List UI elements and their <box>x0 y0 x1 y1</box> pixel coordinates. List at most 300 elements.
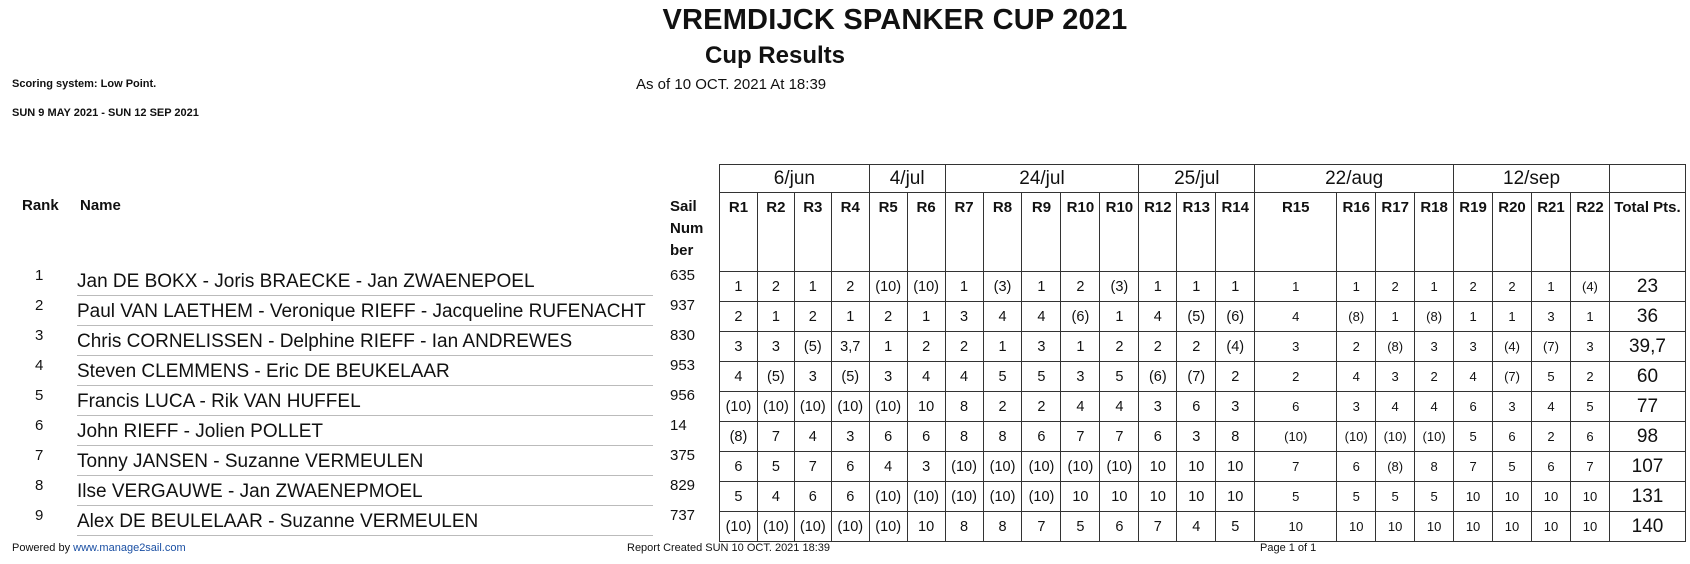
race-score: 5 <box>1532 362 1571 392</box>
race-score: 6 <box>1532 452 1571 482</box>
race-score: 5 <box>1022 362 1061 392</box>
race-score: 1 <box>869 332 907 362</box>
race-score: 7 <box>1139 512 1177 542</box>
race-score: (10) <box>983 482 1022 512</box>
race-score: 2 <box>1061 272 1100 302</box>
race-score: 2 <box>945 332 983 362</box>
rank-header: Rank <box>22 197 59 214</box>
rank: 1 <box>35 267 44 284</box>
race-date-group: 12/sep <box>1454 165 1610 193</box>
race-score: 4 <box>1337 362 1376 392</box>
race-score: 5 <box>1255 482 1337 512</box>
race-header: R20 <box>1493 193 1532 272</box>
race-score: (10) <box>907 272 945 302</box>
total-points: 60 <box>1609 362 1685 392</box>
total-points: 98 <box>1609 422 1685 452</box>
race-score: 4 <box>1022 302 1061 332</box>
race-score: 2 <box>869 302 907 332</box>
race-score: 10 <box>1415 512 1454 542</box>
competitor-row <box>0 387 720 417</box>
race-score: 5 <box>983 362 1022 392</box>
race-score: 2 <box>1532 422 1571 452</box>
race-score: (4) <box>1216 332 1255 362</box>
race-score: 6 <box>1177 392 1216 422</box>
race-score: (6) <box>1061 302 1100 332</box>
race-header: R12 <box>1139 193 1177 272</box>
rank: 3 <box>35 327 44 344</box>
race-score: 10 <box>1177 452 1216 482</box>
race-score: 1 <box>757 302 794 332</box>
race-score: 10 <box>1454 482 1493 512</box>
race-score: 4 <box>869 452 907 482</box>
total-points: 131 <box>1609 482 1685 512</box>
race-score: 6 <box>1022 422 1061 452</box>
rank: 4 <box>35 357 44 374</box>
results-row <box>720 362 1686 392</box>
race-score: 4 <box>1376 392 1415 422</box>
race-score: 2 <box>1216 362 1255 392</box>
race-score: 3 <box>869 362 907 392</box>
race-header: R3 <box>794 193 831 272</box>
race-score: 4 <box>1100 392 1139 422</box>
race-score: 3 <box>1570 332 1609 362</box>
race-header: R4 <box>831 193 869 272</box>
race-score: 8 <box>945 392 983 422</box>
race-score: 10 <box>1216 452 1255 482</box>
race-score: 1 <box>983 332 1022 362</box>
race-score: 6 <box>794 482 831 512</box>
race-score: (10) <box>869 272 907 302</box>
race-score: 2 <box>1570 362 1609 392</box>
race-score: 6 <box>1570 422 1609 452</box>
race-score: 10 <box>1493 482 1532 512</box>
race-score: (10) <box>1376 422 1415 452</box>
race-header: R17 <box>1376 193 1415 272</box>
race-score: (7) <box>1493 362 1532 392</box>
results-row <box>720 482 1686 512</box>
race-score: 7 <box>757 422 794 452</box>
race-score: 10 <box>1061 482 1100 512</box>
race-score: 7 <box>1570 452 1609 482</box>
race-score: (10) <box>945 482 983 512</box>
race-score: 10 <box>1532 482 1571 512</box>
race-score: 4 <box>1177 512 1216 542</box>
competitor-row <box>0 477 720 507</box>
manage2sail-link[interactable]: www.manage2sail.com <box>73 542 186 554</box>
total-points: 140 <box>1609 512 1685 542</box>
race-score: 1 <box>1532 272 1571 302</box>
race-score: 10 <box>1532 512 1571 542</box>
race-score: 2 <box>1255 362 1337 392</box>
race-score: 10 <box>1216 482 1255 512</box>
race-score: 3 <box>831 422 869 452</box>
race-score: (10) <box>983 452 1022 482</box>
race-score: 10 <box>1376 512 1415 542</box>
competitor-row <box>0 507 720 537</box>
sail-header-line: ber <box>670 242 694 259</box>
competitor-name: Alex DE BEULELAAR - Suzanne VERMEULEN <box>77 511 653 536</box>
sail-header-line: Num <box>670 220 704 237</box>
race-score: 10 <box>1337 512 1376 542</box>
race-score: 4 <box>757 482 794 512</box>
rank: 8 <box>35 477 44 494</box>
results-row <box>720 422 1686 452</box>
race-score: 6 <box>1493 422 1532 452</box>
competitor-row <box>0 417 720 447</box>
race-score: 2 <box>1493 272 1532 302</box>
race-score: 5 <box>1061 512 1100 542</box>
race-score: 3 <box>1415 332 1454 362</box>
race-score: 2 <box>1337 332 1376 362</box>
sail-number: 737 <box>670 507 696 524</box>
race-score: 1 <box>1493 302 1532 332</box>
race-score: 10 <box>907 392 945 422</box>
race-score: 6 <box>831 452 869 482</box>
race-header: R13 <box>1177 193 1216 272</box>
race-score: 4 <box>720 362 758 392</box>
competitor-name: Jan DE BOKX - Joris BRAECKE - Jan ZWAENEPOEL <box>77 271 653 296</box>
sail-number: 953 <box>670 357 696 374</box>
page-number: Page 1 of 1 <box>1260 542 1317 554</box>
race-score: (10) <box>794 392 831 422</box>
race-score: 2 <box>794 302 831 332</box>
race-score: (10) <box>757 392 794 422</box>
race-score: 1 <box>1100 302 1139 332</box>
race-score: 2 <box>1100 332 1139 362</box>
results-row <box>720 392 1686 422</box>
competitor-name: Steven CLEMMENS - Eric DE BEUKELAAR <box>77 361 653 386</box>
race-score: 1 <box>945 272 983 302</box>
race-header: R5 <box>869 193 907 272</box>
race-score: (6) <box>1139 362 1177 392</box>
powered-by-label: Powered by <box>12 542 71 554</box>
race-score: 4 <box>1139 302 1177 332</box>
race-date-group: 22/aug <box>1255 165 1454 193</box>
race-score: 4 <box>1454 362 1493 392</box>
competitor-row <box>0 357 720 387</box>
race-score: 4 <box>1255 302 1337 332</box>
race-header: R9 <box>1022 193 1061 272</box>
race-score: 1 <box>1570 302 1609 332</box>
race-score: 2 <box>1139 332 1177 362</box>
race-header: R18 <box>1415 193 1454 272</box>
page-subtitle: Cup Results <box>704 42 845 69</box>
race-score: 4 <box>983 302 1022 332</box>
sail-header-line: Sail <box>670 198 697 215</box>
sail-number: 956 <box>670 387 696 404</box>
sail-number: 937 <box>670 297 696 314</box>
race-score: 3 <box>1255 332 1337 362</box>
race-header: R19 <box>1454 193 1493 272</box>
race-score: (6) <box>1216 302 1255 332</box>
race-score: (10) <box>831 512 869 542</box>
race-score: 2 <box>757 272 794 302</box>
sail-number: 829 <box>670 477 696 494</box>
race-score: 5 <box>1454 422 1493 452</box>
race-score: 6 <box>1337 452 1376 482</box>
race-score: 2 <box>907 332 945 362</box>
race-score: 3 <box>1532 302 1571 332</box>
race-score: (5) <box>757 362 794 392</box>
race-score: (10) <box>1022 452 1061 482</box>
race-score: 6 <box>720 452 758 482</box>
race-score: 1 <box>1454 302 1493 332</box>
race-score: 4 <box>1061 392 1100 422</box>
race-score: 10 <box>1139 482 1177 512</box>
rank: 2 <box>35 297 44 314</box>
race-score: 3 <box>757 332 794 362</box>
total-points: 39,7 <box>1609 332 1685 362</box>
race-score: 3 <box>720 332 758 362</box>
race-score: 1 <box>1337 272 1376 302</box>
race-score: 1 <box>1376 302 1415 332</box>
report-created: Report Created SUN 10 OCT. 2021 18:39 <box>627 542 831 554</box>
race-score: 8 <box>945 512 983 542</box>
results-row <box>720 452 1686 482</box>
race-score: 2 <box>720 302 758 332</box>
race-score: 5 <box>720 482 758 512</box>
race-score: 5 <box>1493 452 1532 482</box>
race-score: 3 <box>1177 422 1216 452</box>
race-score: (10) <box>720 392 758 422</box>
race-score: 3 <box>1022 332 1061 362</box>
race-score: 5 <box>1570 392 1609 422</box>
sail-number: 830 <box>670 327 696 344</box>
competitor-name: Francis LUCA - Rik VAN HUFFEL <box>77 391 653 416</box>
race-score: 2 <box>831 272 869 302</box>
date-header-row <box>720 165 1686 193</box>
race-score: (8) <box>1376 452 1415 482</box>
race-score: (10) <box>831 392 869 422</box>
race-score: 3 <box>1376 362 1415 392</box>
race-score: 3 <box>794 362 831 392</box>
race-score: 10 <box>1454 512 1493 542</box>
total-points-header: Total Pts. <box>1609 193 1685 272</box>
race-score: 1 <box>831 302 869 332</box>
race-score: 8 <box>983 422 1022 452</box>
race-score: 4 <box>945 362 983 392</box>
race-score: 4 <box>1532 392 1571 422</box>
race-score: 6 <box>1139 422 1177 452</box>
race-score: (4) <box>1570 272 1609 302</box>
race-score: 6 <box>831 482 869 512</box>
race-score: 10 <box>1570 482 1609 512</box>
race-score: (7) <box>1532 332 1571 362</box>
competitor-row <box>0 297 720 327</box>
race-score: 2 <box>1022 392 1061 422</box>
results-row <box>720 302 1686 332</box>
race-score: 1 <box>1139 272 1177 302</box>
rank: 9 <box>35 507 44 524</box>
race-score: 10 <box>1139 452 1177 482</box>
race-score: 2 <box>983 392 1022 422</box>
race-header-row <box>720 193 1686 272</box>
race-header: R1 <box>720 193 758 272</box>
competitor-row <box>0 447 720 477</box>
race-score: 1 <box>1022 272 1061 302</box>
race-score: 3 <box>1337 392 1376 422</box>
results-row <box>720 272 1686 302</box>
race-score: 7 <box>1061 422 1100 452</box>
race-score: 10 <box>907 512 945 542</box>
race-score: 3 <box>945 302 983 332</box>
total-points: 36 <box>1609 302 1685 332</box>
race-score: (5) <box>1177 302 1216 332</box>
race-header: R14 <box>1216 193 1255 272</box>
race-header: R16 <box>1337 193 1376 272</box>
race-score: 7 <box>1022 512 1061 542</box>
race-score: 1 <box>1255 272 1337 302</box>
race-score: (10) <box>794 512 831 542</box>
race-score: (5) <box>794 332 831 362</box>
competitor-name: John RIEFF - Jolien POLLET <box>77 421 653 446</box>
race-header: R6 <box>907 193 945 272</box>
powered-by <box>12 542 186 554</box>
race-score: (5) <box>831 362 869 392</box>
race-score: 5 <box>1100 362 1139 392</box>
race-score: (10) <box>1061 452 1100 482</box>
race-header: R7 <box>945 193 983 272</box>
race-score: 7 <box>794 452 831 482</box>
race-score: (8) <box>1376 332 1415 362</box>
as-of-timestamp: As of 10 OCT. 2021 At 18:39 <box>636 76 827 93</box>
race-score: 2 <box>1454 272 1493 302</box>
race-header: R15 <box>1255 193 1337 272</box>
scoring-system: Scoring system: Low Point. <box>12 78 157 90</box>
race-score: 4 <box>907 362 945 392</box>
race-score: 3 <box>1216 392 1255 422</box>
race-score: (8) <box>1415 302 1454 332</box>
race-score: (4) <box>1493 332 1532 362</box>
race-score: 10 <box>1255 512 1337 542</box>
race-header: R2 <box>757 193 794 272</box>
race-score: 5 <box>1376 482 1415 512</box>
race-score: (10) <box>945 452 983 482</box>
total-header-spacer <box>1609 165 1685 193</box>
total-points: 23 <box>1609 272 1685 302</box>
race-date-group: 24/jul <box>945 165 1139 193</box>
race-score: (10) <box>757 512 794 542</box>
race-score: 3 <box>907 452 945 482</box>
competitor-row <box>0 267 720 297</box>
total-points: 77 <box>1609 392 1685 422</box>
sail-number: 14 <box>670 417 687 434</box>
race-score: (10) <box>1337 422 1376 452</box>
race-score: (10) <box>720 512 758 542</box>
race-date-group: 25/jul <box>1139 165 1255 193</box>
race-score: 1 <box>1216 272 1255 302</box>
race-score: 5 <box>1216 512 1255 542</box>
race-score: 10 <box>1177 482 1216 512</box>
race-score: 3 <box>1493 392 1532 422</box>
race-score: 3 <box>1061 362 1100 392</box>
rank: 6 <box>35 417 44 434</box>
race-score: (10) <box>907 482 945 512</box>
race-score: 6 <box>869 422 907 452</box>
race-score: 2 <box>1376 272 1415 302</box>
race-score: (8) <box>1337 302 1376 332</box>
competitor-row <box>0 327 720 357</box>
race-score: (10) <box>1255 422 1337 452</box>
sail-number: 635 <box>670 267 696 284</box>
race-score: (10) <box>869 392 907 422</box>
results-row <box>720 332 1686 362</box>
race-score: 2 <box>1177 332 1216 362</box>
race-score: 8 <box>1216 422 1255 452</box>
race-score: 10 <box>1570 512 1609 542</box>
race-header: R10 <box>1100 193 1139 272</box>
name-header: Name <box>80 197 121 214</box>
race-score: 10 <box>1493 512 1532 542</box>
competitor-name: Tonny JANSEN - Suzanne VERMEULEN <box>77 451 653 476</box>
race-score: 6 <box>1255 392 1337 422</box>
race-header: R10 <box>1061 193 1100 272</box>
race-date-group: 4/jul <box>869 165 945 193</box>
race-score: 3 <box>1139 392 1177 422</box>
race-score: 3 <box>1454 332 1493 362</box>
competitor-name: Ilse VERGAUWE - Jan ZWAENEPMOEL <box>77 481 653 506</box>
competitor-name: Paul VAN LAETHEM - Veronique RIEFF - Jacqueline RUFENACHT <box>77 301 653 326</box>
race-score: 7 <box>1454 452 1493 482</box>
race-score: 1 <box>1415 272 1454 302</box>
race-score: 10 <box>1100 482 1139 512</box>
race-score: (8) <box>720 422 758 452</box>
sail-number: 375 <box>670 447 696 464</box>
race-score: 3,7 <box>831 332 869 362</box>
race-score: (10) <box>869 482 907 512</box>
race-score: 8 <box>945 422 983 452</box>
race-score: (10) <box>1100 452 1139 482</box>
sail-number-header <box>670 196 703 262</box>
race-header: R22 <box>1570 193 1609 272</box>
race-score: 1 <box>1061 332 1100 362</box>
race-header: R21 <box>1532 193 1571 272</box>
race-score: (10) <box>1415 422 1454 452</box>
race-score: 5 <box>1415 482 1454 512</box>
race-score: 6 <box>907 422 945 452</box>
rank: 5 <box>35 387 44 404</box>
race-score: (3) <box>983 272 1022 302</box>
total-points: 107 <box>1609 452 1685 482</box>
date-range: SUN 9 MAY 2021 - SUN 12 SEP 2021 <box>12 107 199 119</box>
race-date-group: 6/jun <box>720 165 870 193</box>
race-score: (10) <box>1022 482 1061 512</box>
race-score: (3) <box>1100 272 1139 302</box>
results-row <box>720 512 1686 542</box>
race-score: (7) <box>1177 362 1216 392</box>
race-score: 7 <box>1100 422 1139 452</box>
race-score: 6 <box>1454 392 1493 422</box>
race-score: 1 <box>720 272 758 302</box>
race-score: 6 <box>1100 512 1139 542</box>
race-score: 5 <box>757 452 794 482</box>
rank: 7 <box>35 447 44 464</box>
race-score: 1 <box>907 302 945 332</box>
race-score: 1 <box>794 272 831 302</box>
race-score: 7 <box>1255 452 1337 482</box>
race-score: 1 <box>1177 272 1216 302</box>
results-table <box>719 164 1686 542</box>
race-score: 4 <box>1415 392 1454 422</box>
race-score: 8 <box>983 512 1022 542</box>
race-score: 4 <box>794 422 831 452</box>
race-score: 2 <box>1415 362 1454 392</box>
race-header: R8 <box>983 193 1022 272</box>
competitor-name: Chris CORNELISSEN - Delphine RIEFF - Ian ANDREWES <box>77 331 653 356</box>
race-score: 5 <box>1337 482 1376 512</box>
race-score: 8 <box>1415 452 1454 482</box>
race-score: (10) <box>869 512 907 542</box>
